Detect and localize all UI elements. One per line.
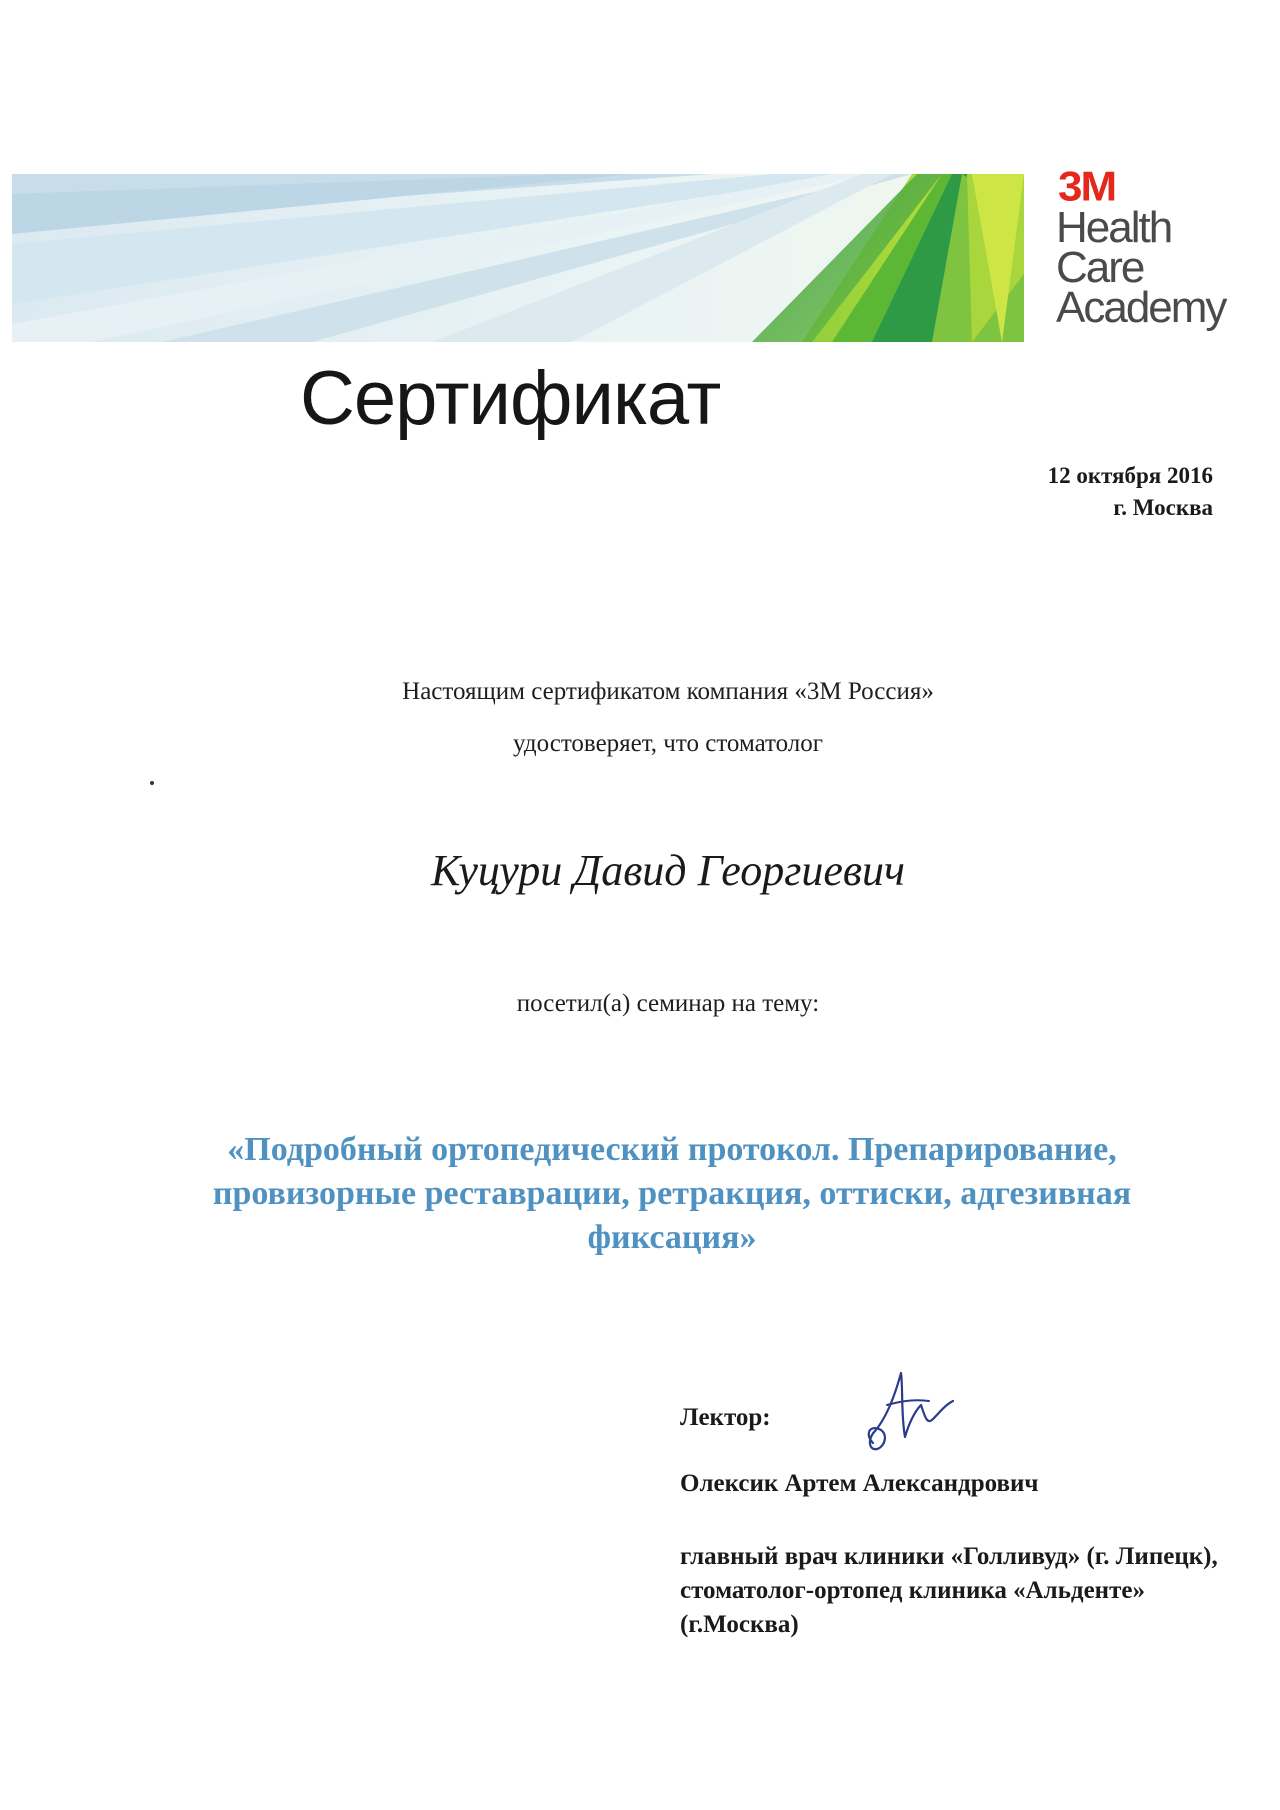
certificate-title: Сертификат — [300, 356, 721, 441]
logo-line-health: Health — [1056, 203, 1172, 252]
date-location-block — [1048, 460, 1213, 524]
seminar-topic: «Подробный ортопедический протокол. Препарирование, провизорные реставрации, ретракция, оттиски, адгезивная фиксация» — [212, 1131, 1132, 1256]
logo-line-care: Care — [1056, 243, 1144, 292]
lecturer-label: Лектор: — [680, 1404, 771, 1431]
logo-line-academy: Academy — [1056, 283, 1226, 332]
intro-text — [0, 666, 1280, 770]
certificate-city: г. Москва — [1113, 495, 1213, 520]
banner-graphic — [12, 174, 1024, 342]
header-banner — [12, 174, 1024, 342]
lecturer-name: Олексик Артем Александрович — [680, 1470, 1039, 1497]
3m-logo-mark: 3M — [1058, 163, 1116, 210]
attended-seminar-text: посетил(а) семинар на тему: — [516, 990, 820, 1017]
recipient-name: Куцури Давид Георгиевич — [430, 846, 906, 895]
intro-line-2: удостоверяет, что стоматолог — [512, 730, 824, 757]
lecturer-signature — [855, 1365, 965, 1455]
intro-line-1: Настоящим сертификатом компания «3М Россия» — [402, 678, 934, 705]
scan-speck — [150, 781, 154, 785]
certificate-date: 12 октября 2016 — [1047, 463, 1213, 488]
3m-health-care-academy-logo — [1056, 163, 1258, 332]
lecturer-description: главный врач клиники «Голливуд» (г. Липецк), стоматолог-ортопед клиника «Альденте» (г.Москва) — [680, 1543, 1218, 1638]
